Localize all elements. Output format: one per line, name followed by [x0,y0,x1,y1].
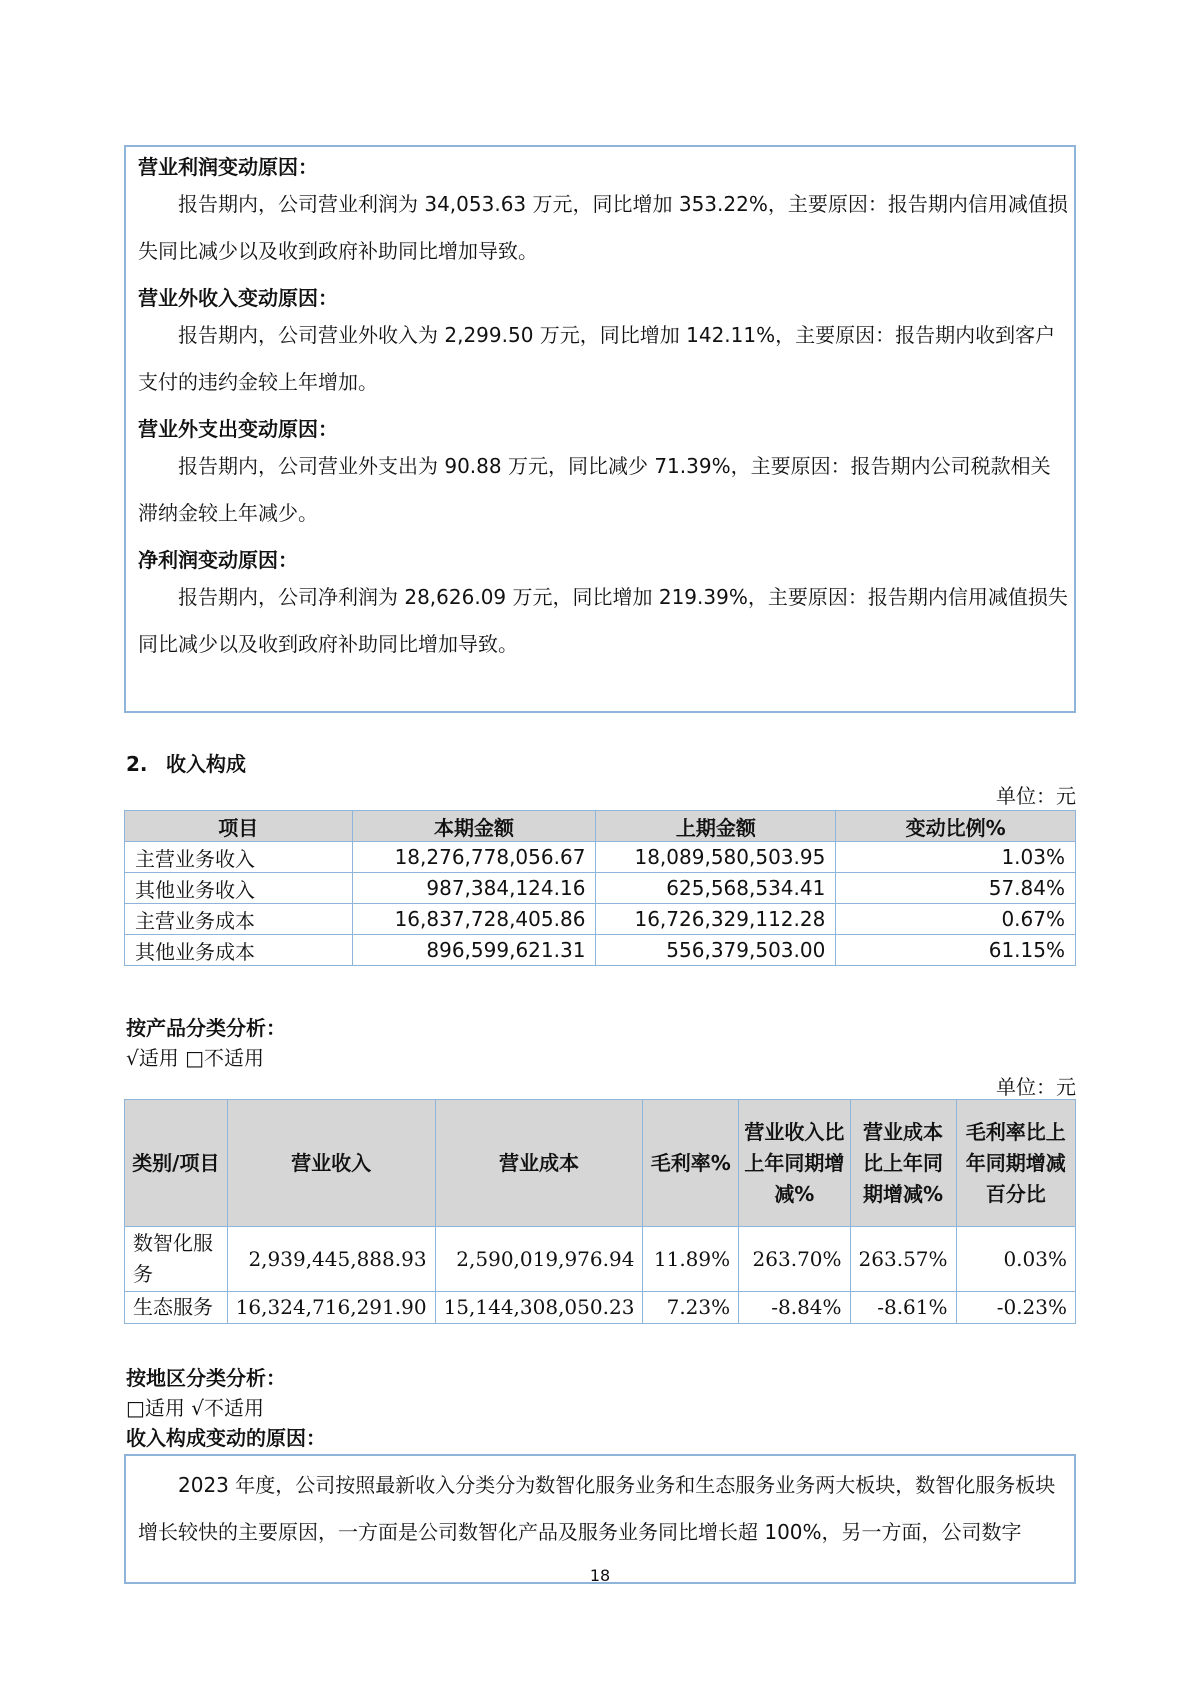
table-header-row [125,811,1076,842]
by-product-unit: 单位：元 [996,1075,1076,1099]
table-cell: 263.70% [739,1227,850,1292]
table-header: 毛利率% [643,1100,739,1227]
table-header: 营业成本比上年同期增减% [850,1100,956,1227]
table-row [125,904,1076,935]
op-profit-text: 报告期内，公司营业利润为 34,053.63 万元，同比增加 353.22%，主要原因：报告期内信用减值损失同比减少以及收到政府补助同比增加导致。 [138,192,1068,263]
table-cell: -0.23% [956,1292,1075,1324]
product-table [124,1099,1076,1324]
non-op-income-heading: 营业外收入变动原因： [138,286,338,310]
by-product-applicable: √适用 □不适用 [126,1046,264,1070]
table-cell: 15,144,308,050.23 [435,1292,643,1324]
table-header: 变动比例% [836,811,1076,842]
table-cell: 18,089,580,503.95 [596,842,836,873]
by-region-applicable: □适用 √不适用 [126,1396,264,1420]
table-cell: 1.03% [836,842,1076,873]
table-cell: 其他业务收入 [125,873,353,904]
section-title [126,748,246,777]
table-cell: 16,324,716,291.90 [227,1292,435,1324]
table-cell: 18,276,778,056.67 [352,842,596,873]
table-cell: 61.15% [836,935,1076,966]
table-cell: 2,590,019,976.94 [435,1227,643,1292]
table-header-row [125,1100,1076,1227]
table-cell: 987,384,124.16 [352,873,596,904]
table-header: 营业收入比上年同期增减% [739,1100,850,1227]
table-cell: 625,568,534.41 [596,873,836,904]
change-reason-box [124,1454,1076,1584]
profit-explanation-box [124,145,1076,713]
income-table [124,810,1076,966]
by-product-label: 按产品分类分析： [126,1016,286,1040]
table-row [125,842,1076,873]
table-cell: 数智化服务 [125,1227,228,1292]
table-header: 本期金额 [352,811,596,842]
table-cell: 556,379,503.00 [596,935,836,966]
table-cell: 其他业务成本 [125,935,353,966]
table-cell: 2,939,445,888.93 [227,1227,435,1292]
table-cell: -8.61% [850,1292,956,1324]
table-row [125,1292,1076,1324]
table-header: 营业成本 [435,1100,643,1227]
table-header: 营业收入 [227,1100,435,1227]
table-header: 上期金额 [596,811,836,842]
table-cell: 主营业务收入 [125,842,353,873]
non-op-expense-heading: 营业外支出变动原因： [138,417,338,441]
table-cell: 生态服务 [125,1292,228,1324]
table-cell: 11.89% [643,1227,739,1292]
table-cell: 57.84% [836,873,1076,904]
net-profit-heading: 净利润变动原因： [138,548,298,572]
non-op-income-text: 报告期内，公司营业外收入为 2,299.50 万元，同比增加 142.11%，主要原因：报告期内收到客户支付的违约金较上年增加。 [138,323,1056,394]
table-cell: 主营业务成本 [125,904,353,935]
section-number: 2. [126,752,148,776]
table-row [125,873,1076,904]
table-cell: 0.03% [956,1227,1075,1292]
table-cell: 7.23% [643,1292,739,1324]
non-op-expense-text: 报告期内，公司营业外支出为 90.88 万元，同比减少 71.39%，主要原因：报告期内公司税款相关滞纳金较上年减少。 [138,454,1051,525]
change-reason-text: 2023 年度，公司按照最新收入分类分为数智化服务业务和生态服务业务两大板块，数智化服务板块增长较快的主要原因，一方面是公司数智化产品及服务业务同比增长超 100%，另一方面，公司数字 [138,1473,1056,1544]
change-reason-label: 收入构成变动的原因： [126,1426,326,1450]
section-title-text: 收入构成 [166,752,246,776]
page-number: 18 [589,1566,611,1585]
table-cell: 0.67% [836,904,1076,935]
table-header: 类别/项目 [125,1100,228,1227]
table-row [125,935,1076,966]
income-unit: 单位：元 [996,784,1076,808]
table-cell: 16,837,728,405.86 [352,904,596,935]
table-cell: 896,599,621.31 [352,935,596,966]
table-cell: 263.57% [850,1227,956,1292]
table-header: 毛利率比上年同期增减百分比 [956,1100,1075,1227]
table-cell: -8.84% [739,1292,850,1324]
net-profit-text: 报告期内，公司净利润为 28,626.09 万元，同比增加 219.39%，主要原因：报告期内信用减值损失同比减少以及收到政府补助同比增加导致。 [138,585,1068,656]
table-cell: 16,726,329,112.28 [596,904,836,935]
table-header: 项目 [125,811,353,842]
op-profit-heading: 营业利润变动原因： [138,155,318,179]
table-row [125,1227,1076,1292]
by-region-label: 按地区分类分析： [126,1366,286,1390]
